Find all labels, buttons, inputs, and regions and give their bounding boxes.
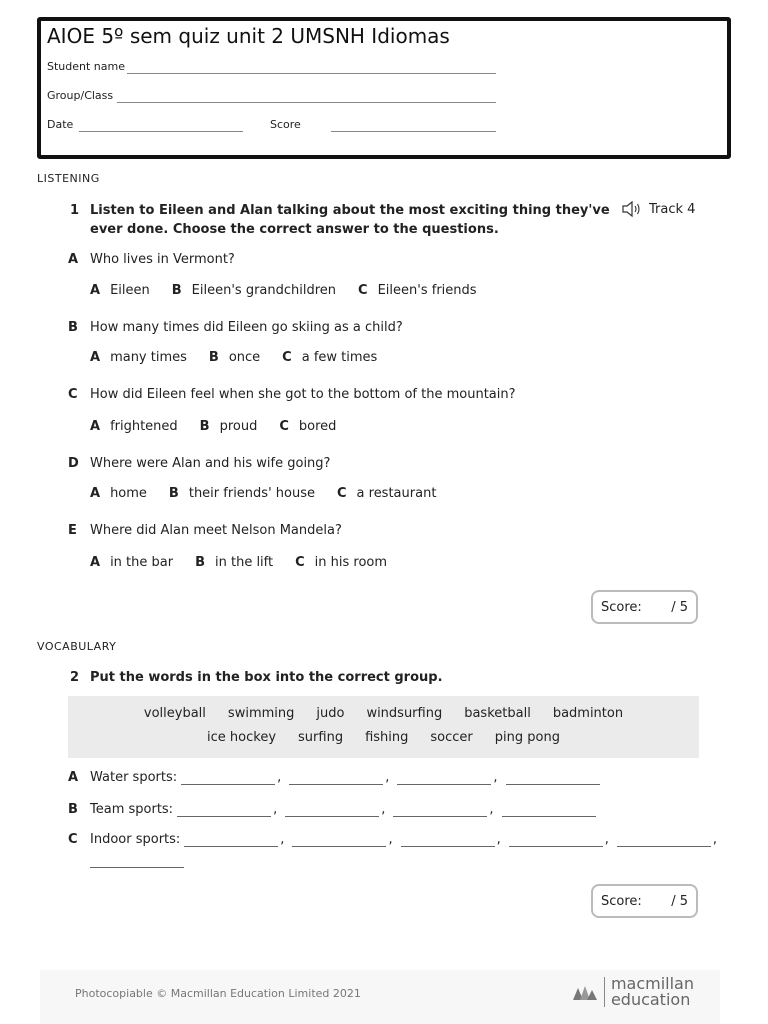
word-row	[68, 730, 699, 745]
group-label: Indoor sports:	[90, 832, 181, 847]
listening-score-box	[591, 590, 698, 624]
audio-track[interactable]	[621, 200, 695, 218]
team-sports-row: Team sports: , , ,	[90, 802, 598, 817]
student-name-field[interactable]	[127, 73, 496, 74]
answer-blank[interactable]	[393, 803, 487, 817]
group-letter: C	[68, 832, 78, 847]
word-item: judo	[316, 706, 345, 721]
question-text: Where did Alan meet Nelson Mandela?	[90, 523, 342, 538]
score-total: / 5	[671, 893, 688, 909]
question-number: 2	[70, 670, 80, 685]
group-class-label: Group/Class	[47, 89, 114, 102]
score-label: Score	[270, 118, 301, 131]
answer-blank[interactable]	[292, 833, 386, 847]
word-item: surfing	[298, 730, 344, 745]
answer-option[interactable]: B in the lift	[195, 555, 274, 570]
answer-options	[90, 283, 477, 298]
answer-blank[interactable]	[401, 833, 495, 847]
logo-line-2: education	[610, 990, 691, 1009]
word-item: ice hockey	[207, 730, 277, 745]
word-item: ping pong	[494, 730, 560, 745]
word-item: windsurfing	[366, 706, 443, 721]
question-letter: B	[68, 320, 78, 335]
score-label: Score:	[601, 599, 642, 615]
word-item: basketball	[464, 706, 531, 721]
answer-option[interactable]: B Eileen's grandchildren	[171, 283, 337, 298]
track-label: Track 4	[649, 201, 696, 217]
answer-blank[interactable]	[90, 854, 184, 868]
footer	[40, 970, 720, 1024]
answer-option[interactable]: B once	[208, 350, 261, 365]
group-class-field[interactable]	[117, 102, 496, 103]
answer-option[interactable]: A Eileen	[90, 283, 150, 298]
logo-line-1: macmillan	[610, 974, 694, 993]
word-item: fishing	[365, 730, 409, 745]
question-text: How many times did Eileen go skiing as a child?	[90, 320, 403, 335]
answer-blank[interactable]	[502, 803, 596, 817]
answer-options	[90, 486, 436, 501]
group-label: Team sports:	[90, 802, 174, 817]
water-sports-row: Water sports: , , ,	[90, 770, 602, 785]
answer-options	[90, 555, 387, 570]
vocabulary-instruction: Put the words in the box into the correct group.	[90, 670, 443, 685]
group-letter: A	[68, 770, 79, 785]
answer-blank[interactable]	[181, 771, 275, 785]
group-letter: B	[68, 802, 78, 817]
answer-option[interactable]: C bored	[279, 419, 337, 434]
answer-blank[interactable]	[506, 771, 600, 785]
indoor-sports-row: Indoor sports: , , , , ,	[90, 832, 717, 847]
answer-blank[interactable]	[177, 803, 271, 817]
answer-option[interactable]: A many times	[90, 350, 187, 365]
question-text: Where were Alan and his wife going?	[90, 456, 331, 471]
answer-blank[interactable]	[617, 833, 711, 847]
instruction-line-2: ever done. Choose the correct answer to the questions.	[90, 222, 499, 237]
logo-separator	[604, 977, 605, 1007]
question-letter: A	[68, 252, 79, 267]
answer-blank[interactable]	[509, 833, 603, 847]
indoor-sports-row-continued	[86, 854, 186, 868]
listening-section-label: LISTENING	[37, 172, 100, 185]
answer-option[interactable]: A home	[90, 486, 147, 501]
macmillan-logo-icon	[572, 982, 598, 1002]
word-item: badminton	[552, 706, 624, 721]
date-field[interactable]	[79, 131, 243, 132]
word-item: swimming	[227, 706, 295, 721]
answer-option[interactable]: C Eileen's friends	[358, 283, 477, 298]
answer-option[interactable]: A frightened	[90, 419, 178, 434]
question-letter: C	[68, 387, 78, 402]
date-label: Date	[47, 118, 74, 131]
speaker-icon	[621, 200, 643, 218]
score-label: Score:	[601, 893, 642, 909]
answer-options	[90, 350, 377, 365]
word-item: soccer	[430, 730, 473, 745]
answer-options	[90, 419, 336, 434]
listening-instruction	[90, 201, 610, 239]
word-row	[68, 706, 699, 721]
answer-option[interactable]: A in the bar	[90, 555, 174, 570]
word-box	[68, 696, 699, 758]
question-number: 1	[70, 203, 80, 218]
answer-option[interactable]: B their friends' house	[168, 486, 315, 501]
vocabulary-section-label: VOCABULARY	[37, 640, 117, 653]
answer-blank[interactable]	[184, 833, 278, 847]
question-letter: D	[68, 456, 79, 471]
quiz-title: AIOE 5º sem quiz unit 2 UMSNH Idiomas	[47, 24, 450, 48]
answer-option[interactable]: C in his room	[295, 555, 388, 570]
instruction-line-1: Listen to Eileen and Alan talking about the most exciting thing they've	[90, 203, 610, 218]
macmillan-logo	[572, 976, 694, 1008]
question-text: Who lives in Vermont?	[90, 252, 235, 267]
answer-option[interactable]: C a restaurant	[336, 486, 437, 501]
header-box	[37, 17, 731, 159]
answer-blank[interactable]	[289, 771, 383, 785]
question-text: How did Eileen feel when she got to the bottom of the mountain?	[90, 387, 516, 402]
copyright-text: Photocopiable © Macmillan Education Limited 2021	[75, 987, 361, 1000]
score-field[interactable]	[331, 131, 496, 132]
word-item: volleyball	[143, 706, 206, 721]
group-label: Water sports:	[90, 770, 178, 785]
answer-blank[interactable]	[397, 771, 491, 785]
student-name-label: Student name	[47, 60, 125, 73]
question-letter: E	[68, 523, 77, 538]
score-total: / 5	[671, 599, 688, 615]
vocabulary-score-box	[591, 884, 698, 918]
answer-option[interactable]: C a few times	[282, 350, 378, 365]
logo-wordmark	[611, 976, 694, 1008]
answer-blank[interactable]	[285, 803, 379, 817]
answer-option[interactable]: B proud	[199, 419, 258, 434]
